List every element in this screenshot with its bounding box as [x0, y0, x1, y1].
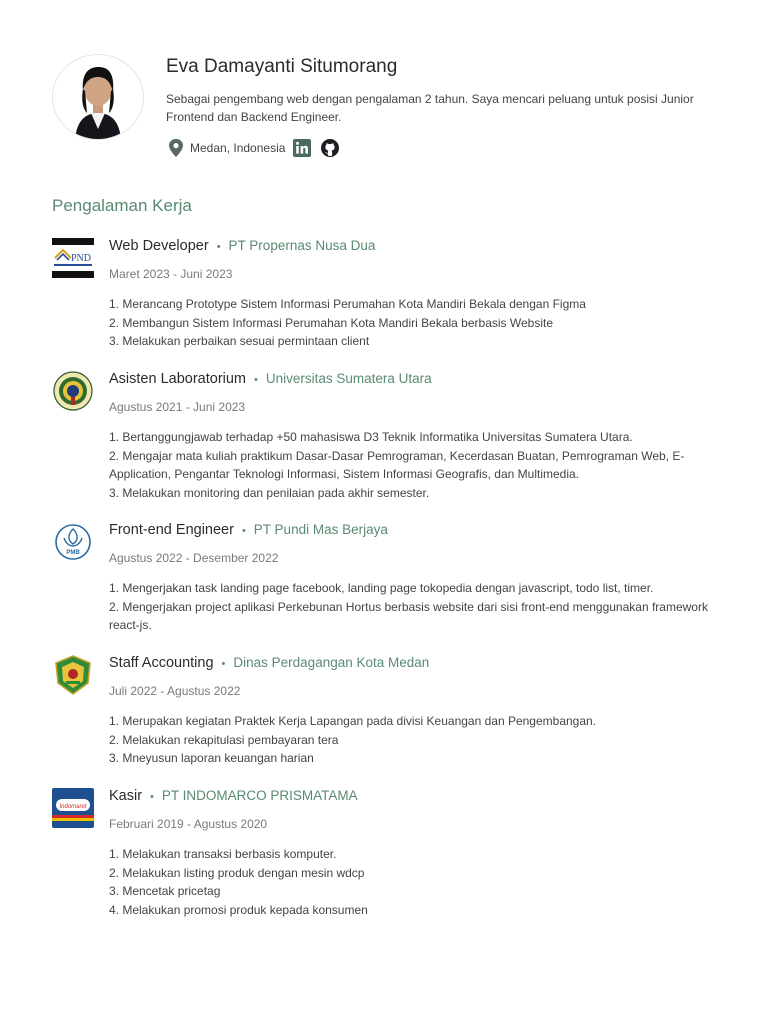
job-role: Kasir: [109, 788, 143, 804]
task-item: 2. Membangun Sistem Informasi Perumahan Kota Mandiri Bekala berbasis Website: [109, 315, 553, 330]
task-item: 2. Melakukan rekapitulasi pembayaran tera: [109, 732, 339, 747]
pmb-logo: [52, 522, 94, 562]
task-item: 1. Melakukan transaksi berbasis komputer.: [109, 847, 337, 861]
job-company: PT Pundi Mas Berjaya: [253, 522, 388, 537]
separator-dot: •: [254, 374, 258, 386]
separator-dot: •: [150, 791, 154, 803]
map-pin-icon: [168, 139, 184, 157]
usu-logo: [52, 371, 94, 411]
task-item: 3. Melakukan perbaikan sesuai permintaan client: [109, 334, 370, 348]
task-item: 2. Mengajar mata kuliah praktikum Dasar-Dasar Pemrograman, Kecerdasan Buatan, Pemrograman Web, E-Application, Pengantar Teknologi Informasi, Sistem Informasi Geografis, dan Multimedia.: [109, 448, 685, 481]
task-item: 2. Mengerjakan project aplikasi Perkebunan Hortus berbasis website dari sisi front-end menggunakan framework react-js.: [109, 599, 708, 632]
separator-dot: •: [241, 525, 246, 537]
avatar: [52, 54, 144, 140]
task-item: 4. Melakukan promosi produk kepada konsumen: [109, 902, 368, 917]
task-item: 1. Merupakan kegiatan Praktek Kerja Lapangan pada divisi Keuangan dan Pengembangan.: [109, 714, 597, 728]
job-role: Web Developer: [109, 238, 209, 254]
location-text: Medan, Indonesia: [190, 141, 286, 155]
section-title-experience: Pengalaman Kerja: [52, 196, 192, 215]
logo-text: Indomaret: [59, 804, 87, 810]
indomaret-logo: [52, 788, 94, 828]
task-item: 1. Mengerjakan task landing page facebook, landing page tokopedia dengan javascript, todo list, timer.: [109, 581, 654, 595]
job-tasks: [109, 845, 709, 919]
job-role: Front-end Engineer: [109, 522, 234, 538]
job-period: Agustus 2021 - Juni 2023: [109, 400, 246, 414]
job-tasks: [109, 579, 709, 635]
task-item: 1. Bertanggungjawab terhadap +50 mahasiswa D3 Teknik Informatika Universitas Sumatera Utara.: [109, 430, 633, 444]
separator-dot: •: [216, 241, 221, 253]
job-role: Asisten Laboratorium: [109, 371, 247, 387]
job-period: Juli 2022 - Agustus 2022: [109, 684, 241, 698]
job-period: Maret 2023 - Juni 2023: [109, 267, 233, 281]
task-item: 3. Mencetak pricetag: [109, 884, 221, 898]
job-company: Dinas Perdagangan Kota Medan: [233, 655, 430, 670]
job-company: PT Propernas Nusa Dua: [228, 238, 376, 253]
profile-summary: Sebagai pengembang web dengan pengalaman 2 tahun. Saya mencari peluang untuk posisi Junior Frontend dan Backend Engineer.: [166, 92, 694, 124]
github-icon[interactable]: [321, 139, 339, 157]
job-tasks: [109, 295, 709, 351]
job-company: PT INDOMARCO PRISMATAMA: [161, 788, 358, 803]
job-period: Februari 2019 - Agustus 2020: [109, 817, 268, 831]
separator-dot: •: [221, 658, 226, 670]
logo-text: PMB: [66, 550, 80, 556]
job-role: Staff Accounting: [109, 655, 214, 671]
job-tasks: [109, 428, 709, 502]
task-item: 2. Melakukan listing produk dengan mesin wdcp: [109, 865, 365, 880]
profile-name: Eva Damayanti Situmorang: [166, 56, 398, 77]
job-company: Universitas Sumatera Utara: [265, 371, 432, 386]
job-period: Agustus 2022 - Desember 2022: [109, 551, 279, 565]
task-item: 3. Melakukan monitoring dan penilaian pada akhir semester.: [109, 485, 430, 500]
task-item: 3. Mneyusun laporan keuangan harian: [109, 751, 314, 765]
pnd-logo: [52, 238, 94, 278]
kota-medan-logo: [52, 655, 94, 695]
contact-row: [168, 138, 349, 158]
profile-header: [52, 54, 722, 164]
job-tasks: [109, 712, 709, 768]
task-item: 1. Merancang Prototype Sistem Informasi Perumahan Kota Mandiri Bekala dengan Figma: [109, 297, 586, 311]
linkedin-icon[interactable]: [293, 139, 311, 157]
logo-text: PND: [71, 253, 92, 264]
